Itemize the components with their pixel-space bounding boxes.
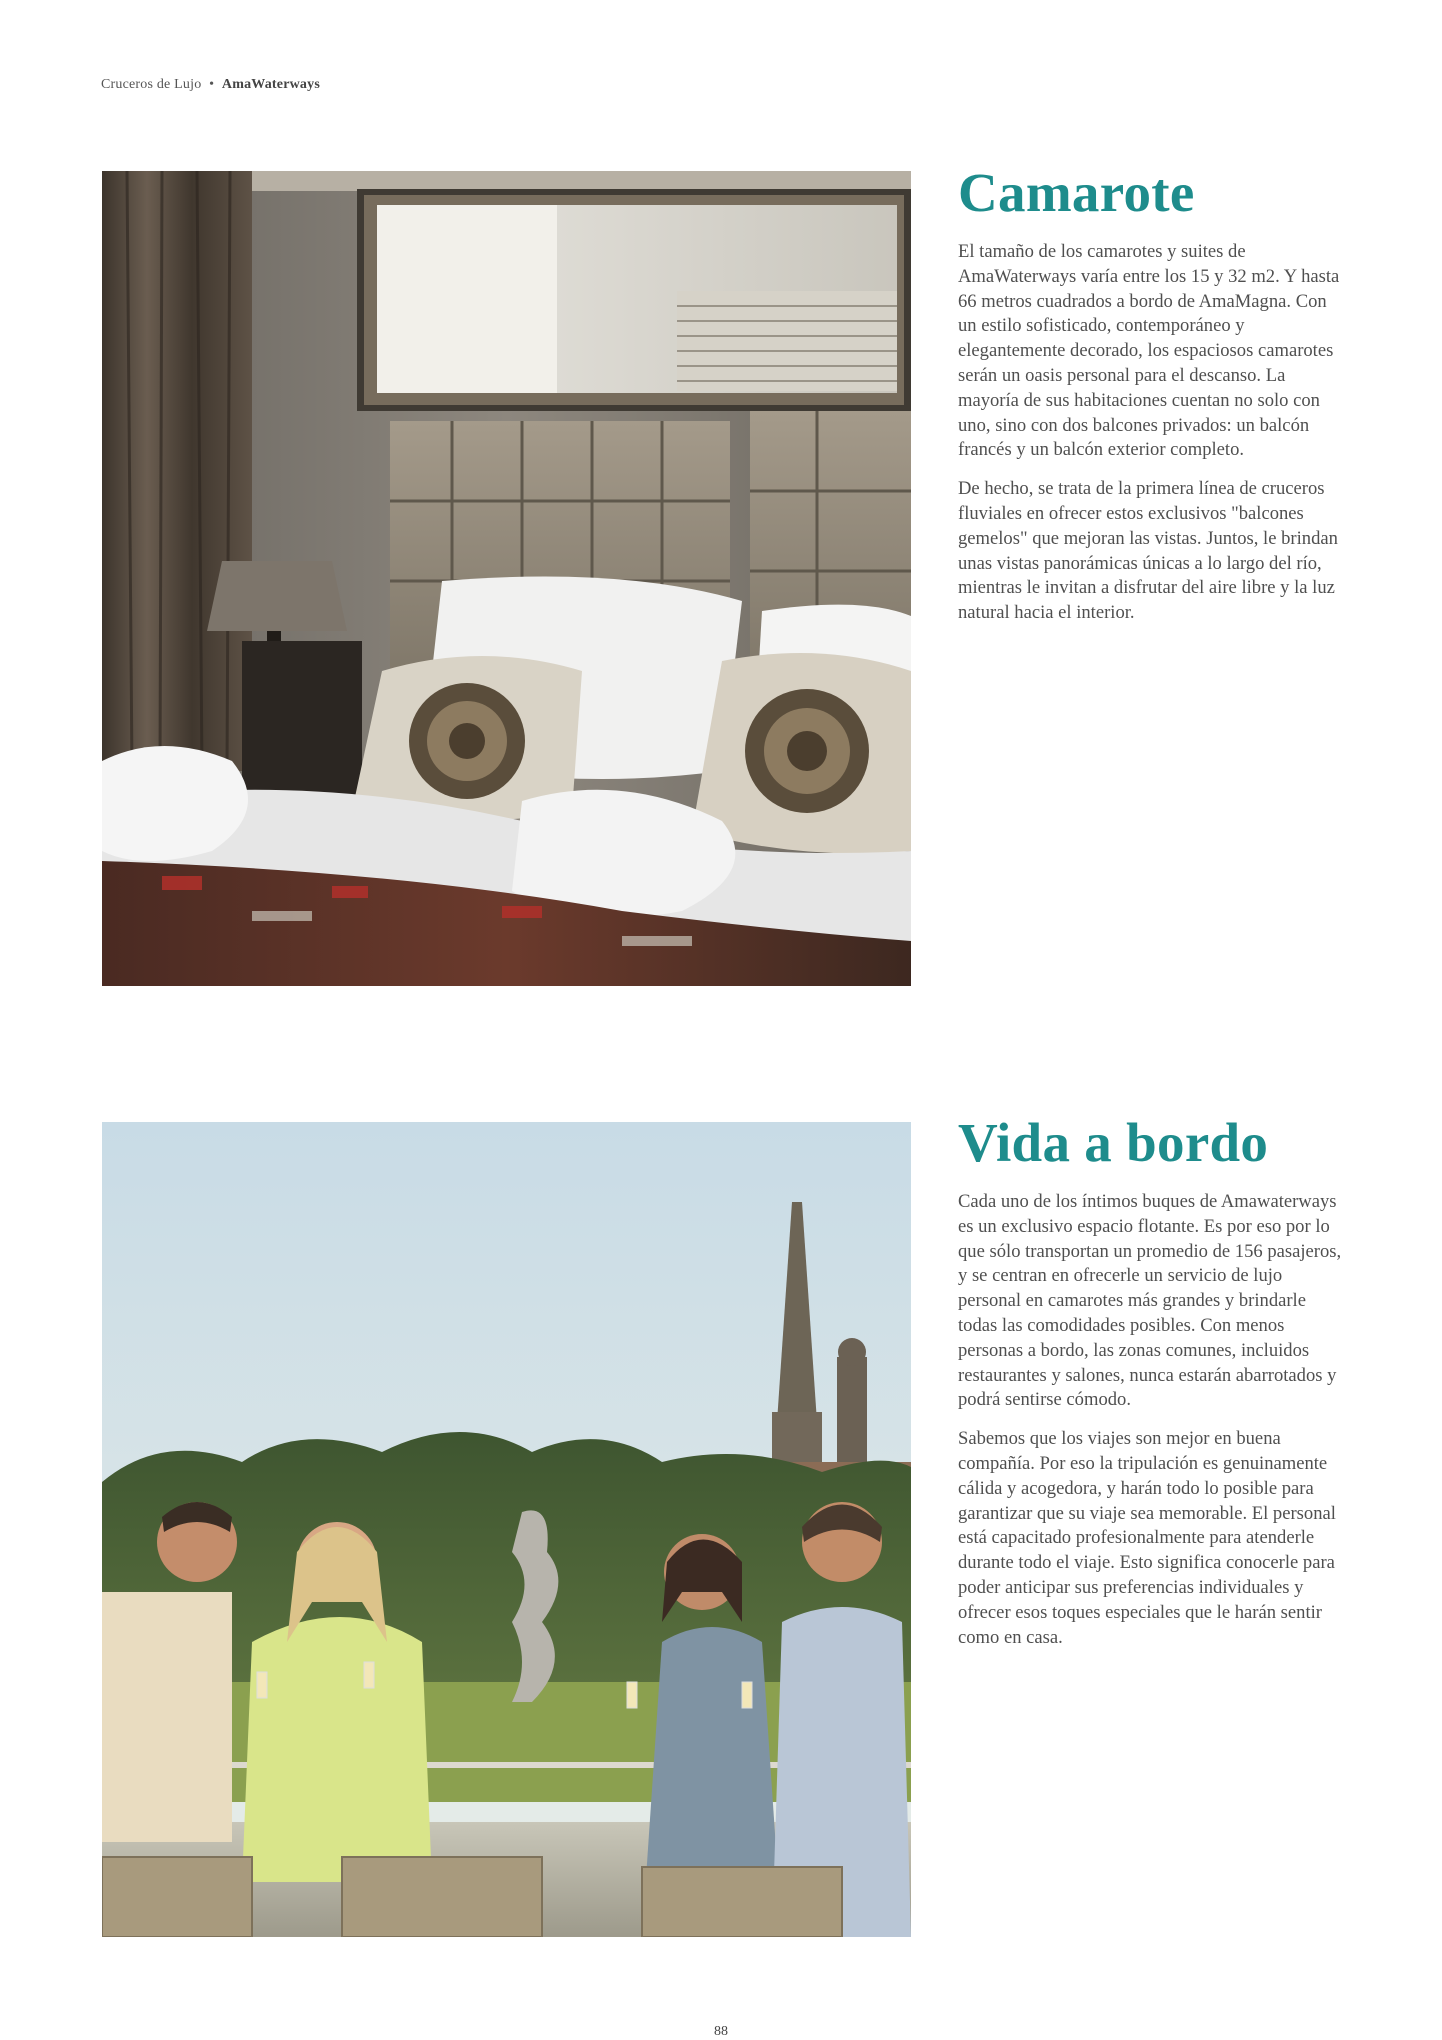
section-vida-a-bordo [958, 1110, 1343, 1664]
guests-on-deck-illustration [102, 1122, 911, 1937]
cabin-photo [102, 171, 911, 986]
running-header [101, 77, 320, 93]
on-board-photo [102, 1122, 911, 1937]
section-title-vida-a-bordo: Vida a bordo [958, 1112, 1269, 1173]
header-separator: • [209, 77, 215, 92]
page-number: 88 [714, 2024, 728, 2039]
camarote-paragraph-2: De hecho, se trata de la primera línea de cruceros fluviales en ofrecer estos exclusivos "balcones gemelos" que mejoran las vistas. Juntos, le brindan unas vistas panorámicas únicas a lo largo del río, mientras le invitan a disfrutar del aire libre y la luz natural hacia el interior. [958, 478, 1338, 624]
section-camarote [958, 160, 1343, 640]
section-title-camarote: Camarote [958, 162, 1195, 223]
header-brand: AmaWaterways [221, 77, 320, 92]
cabin-bedroom-illustration [102, 171, 911, 986]
vida-paragraph-1: Cada uno de los íntimos buques de Amawaterways es un exclusivo espacio flotante. Es por eso por lo que sólo transportan un promedio de 156 pasajeros, y se centran en ofrecerle un servicio de lujo personal en camarotes más grandes y brindarle todas las comodidades posibles. Con menos personas a bordo, las zonas comunes, incluidos restaurantes y salones, nunca estarán abarrotados y podrá sentirse cómodo. [958, 1191, 1342, 1411]
camarote-paragraph-1: El tamaño de los camarotes y suites de AmaWaterways varía entre los 15 y 32 m2. Y hasta 66 metros cuadrados a bordo de AmaMagna. Con un estilo sofisticado, contemporáneo y elegantemente decorado, los espaciosos camarotes serán un oasis personal para el descanso. La mayoría de sus habitaciones cuentan no solo con uno, sino con dos balcones privados: un balcón francés y un balcón exterior completo. [958, 241, 1340, 461]
vida-paragraph-2: Sabemos que los viajes son mejor en buena compañía. Por eso la tripulación es genuinamente cálida y acogedora, y harán todo lo posible para garantizar que su viaje sea memorable. El personal está capacitado profesionalmente para atenderle durante todo el viaje. Esto significa conocerle para poder anticipar sus preferencias individuales y ofrecer esos toques especiales que le harán sentir como en casa. [958, 1428, 1336, 1648]
header-section: Cruceros de Lujo [101, 77, 202, 92]
